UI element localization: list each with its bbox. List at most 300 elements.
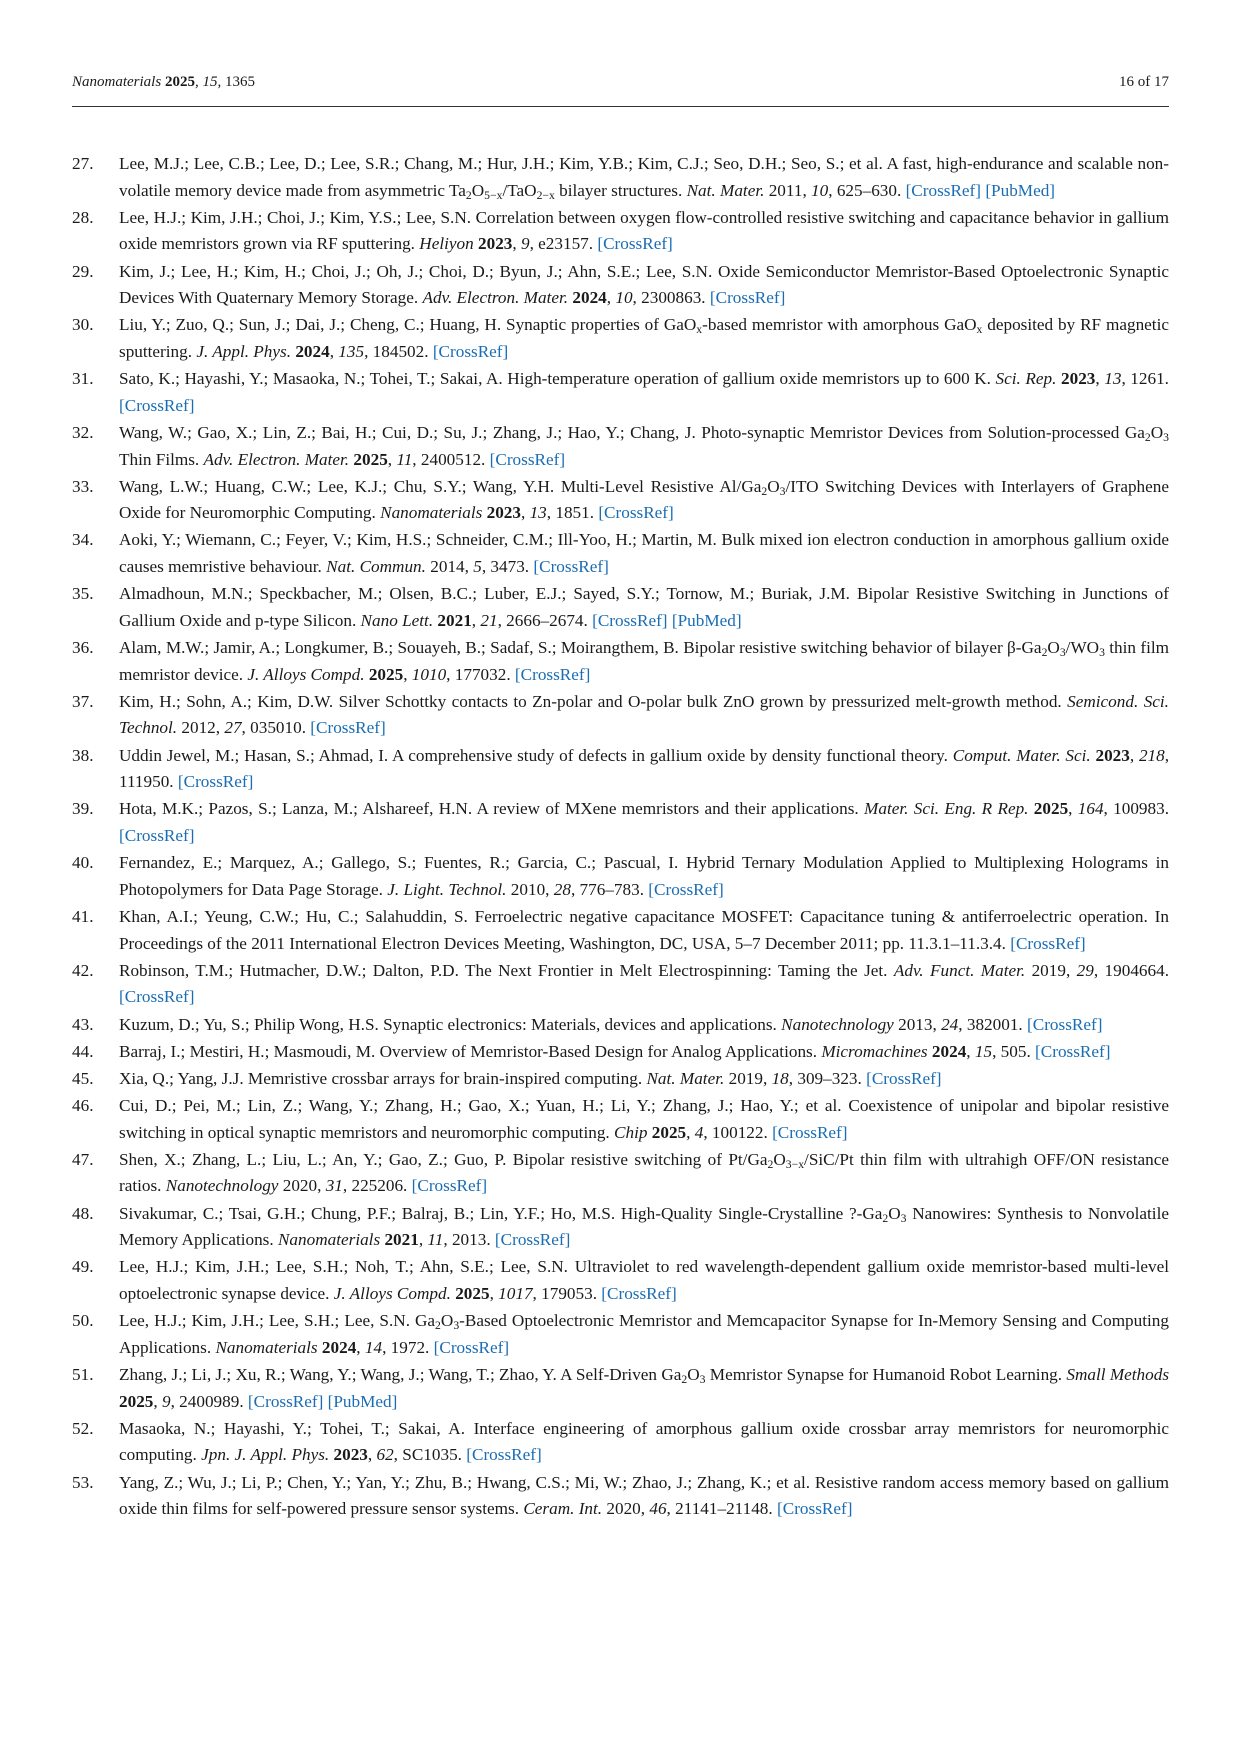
reference-item — [72, 366, 1169, 419]
subscript: x — [696, 323, 703, 337]
reference-text-run: Lee, H.J.; Kim, J.H.; Lee, S.H.; Noh, T.; Ahn, S.E.; Lee, S.N. Ultraviolet to red wavelength-dependent gallium oxide memristor-based multi-level optoelectronic synapse device. — [119, 1257, 1169, 1303]
article-number: 1365 — [224, 74, 255, 90]
journal-name: Nanomaterials — [72, 74, 162, 90]
reference-item — [72, 904, 1169, 957]
reference-text-run: Robinson, T.M.; Hutmacher, D.W.; Dalton, P.D. The Next Frontier in Melt Electrospinning: Taming the Jet. — [119, 960, 894, 980]
reference-text-run: , 225206. — [342, 1176, 412, 1196]
reference-item — [72, 259, 1169, 312]
bold-year: 2021 — [384, 1230, 419, 1250]
reference-text-run: Lee, H.J.; Kim, J.H.; Choi, J.; Kim, Y.S.; Lee, S.N. Correlation between oxygen flow-controlled resistive switching and capacitance behavior in gallium oxide memristors grown via RF sputtering. — [119, 207, 1169, 254]
crossref-link[interactable]: [CrossRef] — [466, 1445, 542, 1465]
reference-number: 34. — [72, 530, 94, 550]
reference-text-run: , 100122. — [703, 1122, 773, 1142]
reference-text-run: -Based Optoelectronic Memristor and Memcapacitor Synapse for In-Memory Sensing and Computing Applications. — [119, 1311, 1169, 1357]
reference-text-run: , — [1095, 369, 1105, 389]
reference-number: 49. — [72, 1257, 94, 1277]
reference-text-run: , — [489, 1284, 499, 1303]
pubmed-link[interactable]: [PubMed] — [327, 1391, 398, 1411]
reference-text-run: , — [418, 1230, 428, 1250]
reference-text-run: Alam, M.W.; Jamir, A.; Longkumer, B.; Souayeh, B.; Sadaf, S.; Moirangthem, B. Bipolar resistive switching behavior of bilayer β-Ga — [119, 638, 1042, 658]
reference-text-run: , — [1129, 745, 1139, 765]
reference-item — [72, 796, 1169, 849]
reference-text-run: , — [471, 610, 481, 630]
italic-text: 11 — [427, 1230, 444, 1250]
reference-text-run: O — [687, 1364, 700, 1384]
reference-item — [72, 1254, 1169, 1307]
italic-text: 62 — [376, 1445, 394, 1465]
reference-text-run: Wang, W.; Gao, X.; Lin, Z.; Bai, H.; Cui, D.; Su, J.; Zhang, J.; Hao, Y.; Chang, J. Photo-synaptic Memristor Devices from Solution-processed Ga — [119, 422, 1145, 442]
reference-text — [119, 638, 1169, 684]
reference-text-run: , — [329, 341, 339, 361]
reference-text-run: Zhang, J.; Li, J.; Xu, R.; Wang, Y.; Wang, J.; Wang, T.; Zhao, Y. A Self-Driven Ga — [119, 1364, 682, 1384]
crossref-link[interactable]: [CrossRef] — [1027, 1014, 1103, 1034]
bold-year: 2025 — [353, 449, 388, 469]
bold-year: 2024 — [572, 288, 607, 308]
italic-text: 27 — [224, 718, 242, 738]
reference-text-run: , — [153, 1391, 162, 1411]
reference-number: 44. — [72, 1041, 94, 1061]
italic-text: Semicond. Sci. Technol. — [119, 691, 1169, 738]
reference-text — [119, 530, 1169, 576]
subscript: 3 — [900, 1211, 907, 1225]
subscript: 2 — [1144, 430, 1151, 444]
subscript: 3 — [779, 484, 786, 498]
reference-number: 45. — [72, 1068, 94, 1088]
reference-text-run: /SiC/Pt thin film with ultrahigh OFF/ON resistance ratios. — [119, 1149, 1169, 1196]
reference-text-run: Kim, H.; Sohn, A.; Kim, D.W. Silver Schottky contacts to Zn-polar and O-polar bulk ZnO grown by pressurized melt-growth method. — [119, 691, 1068, 711]
reference-text — [119, 746, 1169, 792]
crossref-link[interactable]: [CrossRef] — [777, 1499, 853, 1519]
reference-text-run: bilayer structures. — [554, 180, 687, 200]
crossref-link[interactable]: [CrossRef] — [247, 1391, 324, 1411]
italic-text: 10 — [615, 288, 633, 308]
reference-text-run: Sato, K.; Hayashi, Y.; Masaoka, N.; Tohei, T.; Sakai, A. High-temperature operation of gallium oxide memristors up to 600 K. — [119, 369, 996, 389]
subscript: 2 — [882, 1211, 889, 1225]
subscript: 2 — [761, 484, 768, 498]
crossref-link[interactable]: [CrossRef] — [597, 234, 673, 254]
reference-text-run: , — [1068, 799, 1078, 819]
crossref-link[interactable]: [CrossRef] — [866, 1068, 942, 1088]
reference-text-run: , 382001. — [958, 1014, 1028, 1034]
italic-text: Chip — [614, 1122, 648, 1142]
bold-year: 2024 — [931, 1041, 967, 1061]
italic-text: J. Alloys Compd. — [333, 1284, 451, 1303]
reference-item — [72, 581, 1169, 634]
reference-text-run: , — [686, 1122, 695, 1142]
italic-text: Jpn. J. Appl. Phys. — [201, 1445, 330, 1465]
italic-text: 4 — [694, 1122, 704, 1142]
italic-text: Nanotechnology — [781, 1014, 894, 1034]
reference-number: 32. — [72, 422, 94, 442]
italic-text: 13 — [1104, 369, 1122, 389]
crossref-link[interactable]: [CrossRef] — [432, 341, 509, 361]
italic-text: Small Methods — [1066, 1364, 1170, 1384]
reference-text-run: Wang, L.W.; Huang, C.W.; Lee, K.J.; Chu, S.Y.; Wang, Y.H. Multi-Level Resistive Al/Ga — [119, 476, 762, 496]
reference-text-run: Kuzum, D.; Yu, S.; Philip Wong, H.S. Synaptic electronics: Materials, devices and applications. — [119, 1014, 782, 1034]
subscript: 3 — [1163, 430, 1169, 444]
crossref-link[interactable]: [CrossRef] — [177, 772, 254, 792]
reference-text — [119, 961, 1169, 1007]
italic-text: 31 — [325, 1176, 343, 1196]
reference-text-run: O — [1150, 422, 1164, 442]
reference-text — [119, 1015, 1102, 1034]
subscript: 2 — [1041, 645, 1048, 659]
reference-item — [72, 1012, 1169, 1039]
reference-text-run: , 1972. — [382, 1337, 434, 1357]
reference-text-run: , 776–783. — [570, 879, 649, 899]
reference-item — [72, 1147, 1169, 1200]
reference-number: 41. — [72, 906, 94, 926]
italic-text: 14 — [364, 1337, 383, 1357]
reference-text-run: Fernandez, E.; Marquez, A.; Gallego, S.; Fuentes, R.; Garcia, C.; Pascual, I. Hybrid Ternary Modulation Applied to Multiplexing Holograms in Photopolymers for Data Page Storage. — [119, 853, 1169, 899]
reference-number: 40. — [72, 853, 94, 873]
subscript: 2 — [465, 188, 472, 202]
reference-text-run: , — [403, 664, 412, 684]
reference-text-run: , 177032. — [446, 664, 515, 684]
reference-text-run: , 505. — [992, 1041, 1036, 1061]
reference-item — [72, 850, 1169, 903]
reference-text-run: Yang, Z.; Wu, J.; Li, P.; Chen, Y.; Yan, Y.; Zhu, B.; Hwang, C.S.; Mi, W.; Zhao, J.; Zhang, K.; et al. Resistive random access memory based on gallium oxide thin films for self-powered pressure sensor systems. — [119, 1472, 1169, 1519]
crossref-link[interactable]: [CrossRef] — [601, 1284, 677, 1303]
italic-text: Ceram. Int. — [523, 1499, 603, 1519]
italic-text: Comput. Mater. Sci. — [952, 745, 1091, 765]
reference-text-run: O — [767, 476, 780, 496]
reference-text — [119, 1150, 1169, 1196]
reference-text — [119, 907, 1169, 953]
reference-text-run: , SC1035. — [393, 1445, 467, 1465]
italic-text: 9 — [161, 1391, 171, 1411]
reference-text — [119, 1096, 1169, 1142]
reference-number: 38. — [72, 745, 94, 765]
subscript: 3 — [699, 1372, 706, 1386]
reference-text-run: -based memristor with amorphous GaO — [702, 315, 977, 335]
crossref-link[interactable]: [CrossRef] — [592, 610, 668, 630]
reference-number: 31. — [72, 369, 94, 389]
italic-text: Adv. Electron. Mater. — [203, 449, 350, 469]
reference-item — [72, 420, 1169, 473]
italic-text: 1010 — [411, 664, 447, 684]
crossref-link[interactable]: [CrossRef] — [709, 288, 786, 308]
italic-text: 15 — [974, 1041, 993, 1061]
reference-text — [119, 1069, 942, 1088]
reference-text-run: Almadhoun, M.N.; Speckbacher, M.; Olsen, B.C.; Luber, E.J.; Sayed, S.Y.; Tornow, M.; Buriak, J.M. Bipolar Resistive Switching in Junctions of Gallium Oxide and p-type Silicon. — [119, 584, 1169, 630]
reference-item — [72, 1470, 1169, 1523]
crossref-link[interactable]: [CrossRef] — [598, 503, 674, 523]
reference-item — [72, 743, 1169, 796]
reference-text-run: Barraj, I.; Mestiri, H.; Masmoudi, M. Overview of Memristor-Based Design for Analog Applications. — [119, 1041, 822, 1061]
reference-text-run: , — [356, 1337, 365, 1357]
reference-text-run: /WO — [1065, 638, 1100, 658]
reference-text-run: Lee, M.J.; Lee, C.B.; Lee, D.; Lee, S.R.; Chang, M.; Hur, J.H.; Kim, Y.B.; Kim, C.J.; Seo, D.H.; Seo, S.; et al. A fast, high-endurance and scalable non-volatile memory device made from asymmetric Ta — [119, 154, 1169, 200]
crossref-link[interactable]: [CrossRef] — [119, 825, 195, 845]
italic-text: 135 — [338, 341, 365, 361]
italic-text: Adv. Electron. Mater. — [422, 288, 569, 308]
reference-number: 42. — [72, 960, 94, 980]
reference-number: 36. — [72, 638, 94, 658]
crossref-link[interactable]: [CrossRef] — [310, 718, 386, 738]
reference-text-run: , — [520, 503, 530, 523]
italic-text: Nat. Commun. — [326, 557, 426, 577]
crossref-link[interactable]: [CrossRef] — [119, 395, 195, 415]
reference-text — [119, 1257, 1169, 1303]
crossref-link[interactable]: [CrossRef] — [1010, 933, 1086, 953]
bold-year: 2025 — [368, 664, 404, 684]
italic-text: J. Light. Technol. — [387, 879, 507, 899]
reference-text-run: deposited by RF magnetic sputtering. — [119, 315, 1169, 361]
subscript: 2−x — [536, 188, 555, 202]
italic-text: 46 — [649, 1499, 667, 1519]
reference-text-run: Sivakumar, C.; Tsai, G.H.; Chung, P.F.; Balraj, B.; Lin, Y.F.; Ho, M.S. High-Quality Single-Crystalline ?-Ga — [119, 1203, 883, 1223]
italic-text: Sci. Rep. — [995, 369, 1057, 389]
reference-text-run: Aoki, Y.; Wiemann, C.; Feyer, V.; Kim, H.S.; Schneider, C.M.; Ill-Yoo, H.; Martin, M. Bulk mixed ion electron conduction in amorphous gallium oxide causes memristive behaviour. — [119, 530, 1169, 577]
reference-item — [72, 1066, 1169, 1093]
reference-text-run: thin film memristor device. — [119, 638, 1169, 684]
reference-text-run: Xia, Q.; Yang, J.J. Memristive crossbar arrays for brain-inspired computing. — [119, 1068, 647, 1088]
reference-item — [72, 689, 1169, 742]
subscript: x — [976, 323, 983, 337]
italic-text: 29 — [1076, 960, 1094, 980]
reference-text-run: /TaO — [502, 180, 537, 200]
reference-item — [72, 474, 1169, 527]
italic-text: 164 — [1077, 799, 1104, 819]
bold-year: 2021 — [437, 610, 472, 630]
reference-number: 39. — [72, 799, 94, 819]
reference-number: 29. — [72, 261, 94, 281]
reference-text-run: Uddin Jewel, M.; Hasan, S.; Ahmad, I. A comprehensive study of defects in gallium oxide by density functional theory. — [119, 745, 953, 765]
reference-text-run: 2013, — [893, 1014, 942, 1034]
italic-text: Nat. Mater. — [686, 180, 765, 200]
reference-number: 51. — [72, 1364, 94, 1384]
bold-year: 2024 — [295, 341, 330, 361]
reference-text — [119, 853, 1169, 899]
reference-text-run: , 2400989. — [170, 1391, 248, 1411]
reference-text-run: , 2666–2674. — [497, 610, 593, 630]
reference-text-run: O — [773, 1149, 786, 1169]
reference-text-run: Memristor Synapse for Humanoid Robot Learning. — [705, 1364, 1067, 1384]
reference-text-run: , — [387, 449, 397, 469]
reference-item — [72, 151, 1169, 204]
bold-year: 2023 — [1061, 369, 1096, 389]
reference-text-run: 2012, — [177, 718, 225, 738]
reference-text-run: Hota, M.K.; Pazos, S.; Lanza, M.; Alshareef, H.N. A review of MXene memristors and their applications. — [119, 799, 865, 819]
reference-text-run: Khan, A.I.; Yeung, C.W.; Hu, C.; Salahuddin, S. Ferroelectric negative capacitance MOSFET: Capacitance tuning & antiferroelectric operation. In Proceedings of the 2011 International Electron Devices Meeting, Washington, DC, USA, 5–7 December 2011; pp. 11.3.1–11.3.4. — [119, 906, 1169, 953]
reference-item — [72, 1093, 1169, 1146]
reference-text-run: Shen, X.; Zhang, L.; Liu, L.; An, Y.; Gao, Z.; Guo, P. Bipolar resistive switching of Pt/Ga — [119, 1149, 768, 1169]
reference-text-run: , 100983. — [1103, 799, 1170, 819]
reference-text-run: 2011, — [764, 180, 812, 200]
subscript: 3 — [1059, 645, 1066, 659]
reference-number: 28. — [72, 207, 94, 227]
journal-citation: Nanomaterials 2025, 15, 1365 — [72, 74, 255, 90]
pubmed-link[interactable]: [PubMed] — [985, 180, 1056, 200]
italic-text: Heliyon — [419, 234, 474, 254]
reference-text-run: , — [367, 1445, 377, 1465]
reference-number: 27. — [72, 154, 94, 173]
reference-text-run: Cui, D.; Pei, M.; Lin, Z.; Wang, Y.; Zhang, H.; Gao, X.; Yuan, H.; Li, Y.; Zhang, J.; Hao, Y.; et al. Coexistence of unipolar and bipolar resistive switching in optical synaptic memristors and neuromorphic computing. — [119, 1096, 1169, 1142]
reference-text-run: 2010, — [506, 879, 554, 899]
italic-text: Nano Lett. — [360, 610, 434, 630]
italic-text: Nat. Mater. — [646, 1068, 725, 1088]
running-header — [72, 74, 1169, 107]
reference-text-run: Nanowires: Synthesis to Nonvolatile Memory Applications. — [119, 1203, 1169, 1250]
reference-number: 37. — [72, 691, 94, 711]
reference-text-run: O — [440, 1311, 454, 1331]
reference-text-run: , 625–630. — [828, 180, 906, 200]
reference-item — [72, 1308, 1169, 1361]
italic-text: Nanomaterials — [215, 1337, 318, 1357]
reference-list — [72, 151, 1169, 1523]
reference-item — [72, 1039, 1169, 1066]
reference-text-run: , 21141–21148. — [666, 1499, 777, 1519]
reference-number: 33. — [72, 476, 94, 496]
reference-item — [72, 205, 1169, 258]
subscript: 2 — [681, 1372, 688, 1386]
reference-text-run: , 309–323. — [788, 1068, 867, 1088]
subscript: 3 — [453, 1319, 460, 1333]
italic-text: 11 — [396, 449, 413, 469]
italic-text: J. Appl. Phys. — [196, 341, 292, 361]
reference-text — [119, 1042, 1110, 1061]
crossref-link[interactable]: [CrossRef] — [648, 879, 724, 899]
reference-number: 35. — [72, 584, 94, 604]
bold-year: 2023 — [333, 1445, 368, 1465]
reference-text — [119, 369, 1169, 415]
pubmed-link[interactable]: [PubMed] — [671, 610, 742, 630]
italic-text: 5 — [473, 557, 482, 577]
reference-item — [72, 1201, 1169, 1254]
subscript: 3 — [1099, 645, 1105, 659]
reference-text — [119, 584, 1169, 630]
crossref-link[interactable]: [CrossRef] — [494, 1230, 571, 1250]
reference-number: 47. — [72, 1149, 94, 1169]
italic-text: 18 — [771, 1068, 789, 1088]
crossref-link[interactable]: [CrossRef] — [1035, 1041, 1111, 1061]
reference-text-run: , 035010. — [241, 718, 311, 738]
reference-text-run: 2019, — [1025, 960, 1077, 980]
journal-year: 2025 — [164, 74, 195, 90]
reference-text-run: , 3473. — [481, 557, 534, 577]
reference-text — [119, 799, 1169, 845]
reference-text-run: , 1904664. — [1093, 960, 1170, 980]
reference-item — [72, 1416, 1169, 1469]
bold-year: 2025 — [119, 1391, 154, 1411]
crossref-link[interactable]: [CrossRef] — [772, 1122, 848, 1142]
italic-text: 218 — [1138, 745, 1165, 765]
reference-item — [72, 635, 1169, 688]
subscript: 2 — [435, 1319, 441, 1333]
reference-text-run: O — [471, 180, 485, 200]
reference-text — [119, 1419, 1169, 1465]
reference-number: 52. — [72, 1418, 94, 1438]
bold-year: 2024 — [321, 1337, 357, 1357]
reference-text-run: , 179053. — [532, 1284, 602, 1303]
reference-text-run: , e23157. — [529, 234, 598, 254]
italic-text: 24 — [941, 1014, 959, 1034]
reference-number: 48. — [72, 1203, 94, 1223]
italic-text: 28 — [553, 879, 571, 899]
crossref-link[interactable]: [CrossRef] — [119, 987, 195, 1007]
reference-text-run: Kim, J.; Lee, H.; Kim, H.; Choi, J.; Oh, J.; Choi, D.; Byun, J.; Ahn, S.E.; Lee, S.N. Oxide Semiconductor Memristor-Based Optoelectronic Synaptic Devices With Quaternary Memory Storage. — [119, 261, 1169, 308]
italic-text: Nanomaterials — [380, 503, 483, 523]
crossref-link[interactable]: [CrossRef] — [533, 557, 609, 577]
italic-text: J. Alloys Compd. — [247, 664, 365, 684]
reference-text-run: Masaoka, N.; Hayashi, Y.; Tohei, T.; Sakai, A. Interface engineering of amorphous gallium oxide crossbar array memristors for neuromorphic computing. — [119, 1418, 1169, 1465]
reference-text-run: Liu, Y.; Zuo, Q.; Sun, J.; Dai, J.; Cheng, C.; Huang, H. Synaptic properties of GaO — [119, 315, 697, 335]
reference-text-run: , 2013. — [443, 1230, 495, 1250]
crossref-link[interactable]: [CrossRef] — [411, 1176, 488, 1196]
subscript: 2 — [767, 1157, 774, 1171]
reference-item — [72, 312, 1169, 365]
subscript: 3−x — [785, 1157, 805, 1171]
italic-text: 13 — [529, 503, 547, 523]
reference-text — [119, 423, 1169, 469]
italic-text: Adv. Funct. Mater. — [893, 960, 1026, 980]
reference-text-run: O — [1047, 638, 1060, 658]
reference-number: 43. — [72, 1014, 94, 1034]
reference-text-run: , 1261. — [1121, 369, 1169, 389]
reference-text-run: O — [888, 1203, 901, 1223]
reference-text-run: 2019, — [724, 1068, 772, 1088]
reference-text — [119, 315, 1169, 361]
bold-year: 2025 — [455, 1284, 490, 1303]
reference-number: 30. — [72, 315, 94, 335]
reference-text-run: , — [606, 288, 616, 308]
reference-text-run: , 111950. — [119, 745, 1170, 792]
reference-text — [119, 1365, 1169, 1411]
bold-year: 2023 — [1095, 745, 1130, 765]
reference-text-run: , — [966, 1041, 975, 1061]
italic-text: 1017 — [498, 1284, 533, 1303]
bold-year: 2025 — [651, 1122, 687, 1142]
reference-text-run: /ITO Switching Devices with Interlayers of Graphene Oxide for Neuromorphic Computing. — [119, 476, 1169, 523]
reference-text-run: 2020, — [278, 1176, 326, 1196]
italic-text: 9 — [520, 234, 530, 254]
reference-text-run: 2020, — [602, 1499, 650, 1519]
reference-text — [119, 154, 1169, 200]
reference-text-run: , 2400512. — [412, 449, 490, 469]
journal-volume: 15 — [202, 74, 218, 90]
crossref-link[interactable]: [CrossRef] — [489, 449, 566, 469]
page-indicator: 16 of 17 — [1119, 74, 1169, 90]
bold-year: 2023 — [478, 234, 513, 254]
italic-text: 10 — [811, 180, 829, 200]
reference-text-run: , 1851. — [546, 503, 599, 523]
reference-text-run: , — [512, 234, 521, 254]
bold-year: 2023 — [486, 503, 521, 523]
italic-text: Nanotechnology — [165, 1176, 279, 1196]
reference-number: 50. — [72, 1311, 94, 1331]
reference-item — [72, 1362, 1169, 1415]
reference-number: 53. — [72, 1472, 94, 1492]
reference-text-run: , 2300863. — [632, 288, 710, 308]
reference-text — [119, 262, 1169, 308]
bold-year: 2025 — [1033, 799, 1069, 819]
reference-text — [119, 477, 1169, 523]
reference-number: 46. — [72, 1096, 94, 1116]
reference-text-run: Thin Films. — [119, 449, 204, 469]
reference-text-run: 2014, — [425, 557, 474, 577]
italic-text: Nanomaterials — [277, 1230, 381, 1250]
crossref-link[interactable]: [CrossRef] — [433, 1337, 510, 1357]
subscript: 5−x — [484, 188, 503, 202]
reference-text — [119, 208, 1169, 254]
reference-item — [72, 527, 1169, 580]
crossref-link[interactable]: [CrossRef] — [905, 180, 982, 200]
italic-text: 21 — [480, 610, 498, 630]
italic-text: Micromachines — [821, 1041, 928, 1061]
crossref-link[interactable]: [CrossRef] — [514, 664, 591, 684]
reference-text-run: , 184502. — [364, 341, 433, 361]
